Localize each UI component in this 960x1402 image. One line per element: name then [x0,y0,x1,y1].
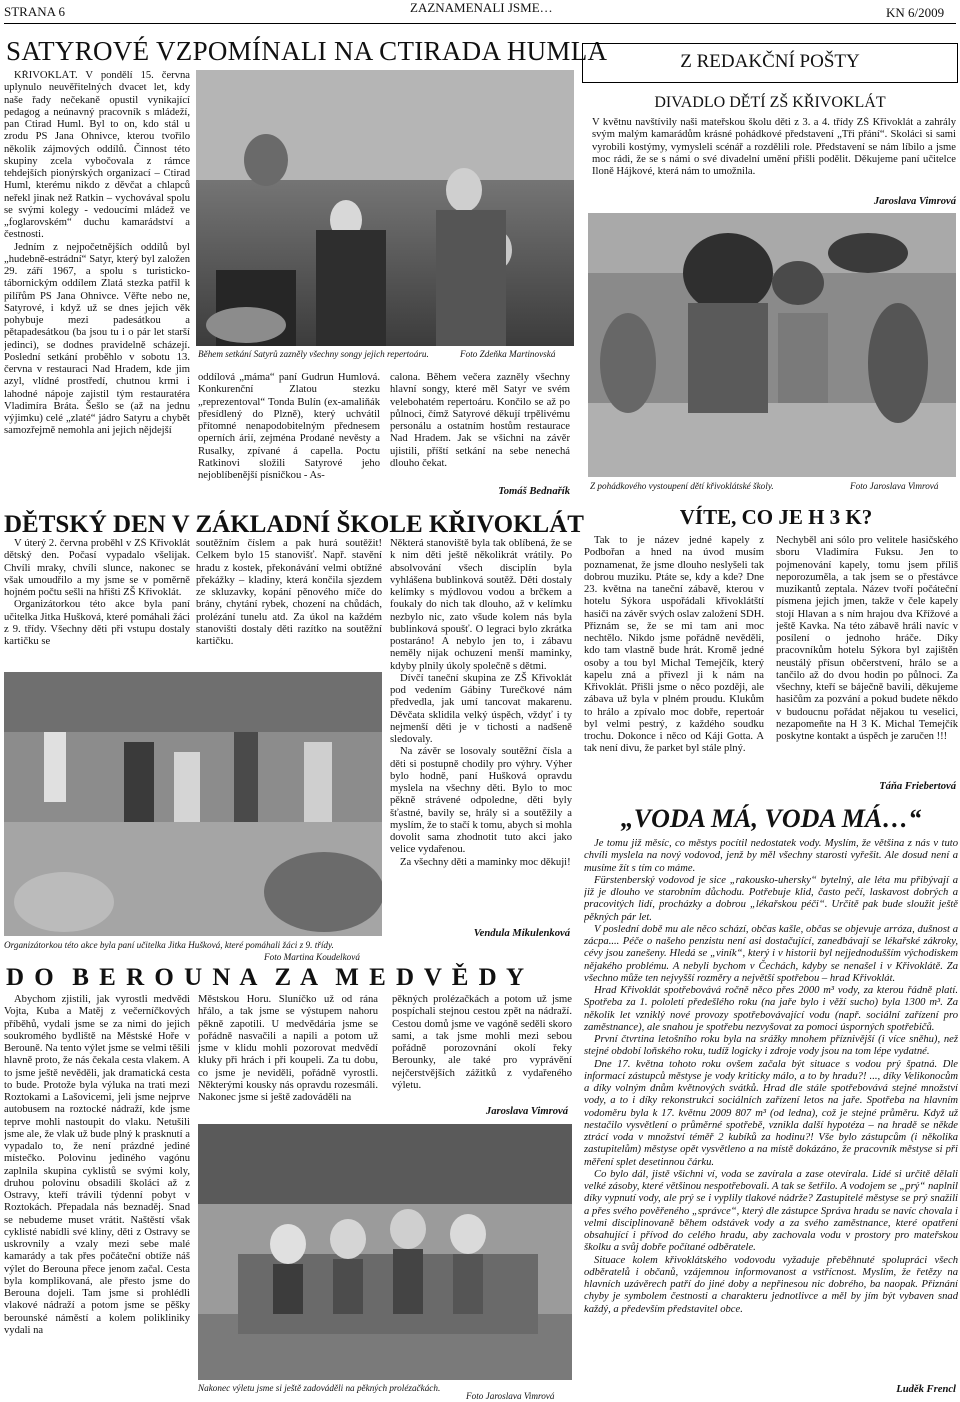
voda-paragraph: Hrad Křivoklát spotřebovává ročně něco přes 2000 m³ vody, za kterou řádně platí. Spotřeba za 1. pololetí předešlého roku (na jaře bylo i věží sucho) byla 1300 m³. Za několik let vzniklý nové provozy spotřebovávající vodu (např. sociální zařízení pro zaměstnance), ale snahou je spotřebu nezvyšovat za pomoci úsporných spotřebičů. [584,985,958,1033]
satyr-photo [196,70,574,346]
satyr-paragraph: Jedním z nejpočetnějších oddílů byl „hudebně-estrádní“ Satyr, který byl založen 29. září 1967, a spolu s turisticko-tábornickým oddílem Zlatá stezka patřil k pilířům PS Jana Ohnivce. Věřte nebo ne, Satyrové, i když už se dnes jejich věk pohybuje mezi padesátkou a pětapadesátkou (ba jsou tu i o pár let starší jedinci), se dodnes pravidelně scházejí. Poslední setkání proběhlo v sobotu 13. června v restauraci Nad Hradem, kde jim azyl, vlídné prostředí, chutnou krmi i lahodné nápoje zajistil tým restauratéra Vladimíra Bráta. Šešlo se (až na jednu výjimku) celé „zlaté“ jádro Satyru a chybět samozřejmě nemohla ani jejich nějdejší [4,241,190,437]
h3k-col2 [776,535,958,781]
satyr-photo-credit: Foto Zdeňka Martinovská [460,349,556,359]
voda-text [584,838,958,1386]
satyr-paragraph: calona. Během večera zazněly všechny hlavní songy, které měl Satyr ve svém velebohatém repertoáru. Končilo se až po půlnoci, čímž Satyrové děkují trpělivému personálu a ostatním hostům restaurace Nad Hradem. Jak se všichni na závěr ujistili, příští setkání na sebe nenechá dlouho čekat. [390,372,570,469]
voda-paragraph: Je tomu již měsíc, co městys pocítil nedostatek vody. Myslím, že většina z nás v tuto chvíli myslela na nový vodovod, jenž by měl všechny starosti vyřešit. Ale dosud není a musíme žít s tím co máme. [584,838,958,874]
voda-paragraph: V poslední době mu ale něco schází, občas kašle, občas se objevuje arróza, dušnost a zácpa.... Péče o našeho penzistu není asi dostačující, zanedbávají se lékařské zákroky, cévy jsou zanešeny. Hledá se „viník“, který i v historii byl nejjednodušším východiskem nějakého problému. A nebyli bychom v Čechách, kdyby se nenašel i v Křivoklátě. Za všechno může ten nejvyšší rozměry a největší spotřebou – hrad Křivoklát. [584,923,958,984]
beroun-col2 [198,994,378,1120]
beroun-photo-caption: Nakonec výletu jsme si ještě zadováděli na pěkných prolézačkách. [198,1383,441,1393]
voda-paragraph: Co bylo dál, jistě všichni ví, voda se zavírala a zase otevírala. Lidé si určitě dělali velké zásoby, které většinou nespotřebovali. A tak se šetřilo. A vodojem se „prý“ naplnil díky vypnutí vody, ale prý se i vyplily tlakové nádrže? Zastupitelé městyse se prý snažili a přes svého pověřeného „správce“, který dle zástupce Správa hradu se navíc chovala i velmi disciplinovaně během odstávek vody a za svého zaměstnance, které opatření obsahující i přívod do celého hradu, aby zachovala vodu v prostory pro mateřskou školku a svůj dobře počítané odběratele. [584,1168,958,1254]
redakce-photo [588,213,956,477]
satyr-col3 [390,372,570,484]
den-col2 [196,538,382,668]
beroun-paragraph: Městskou Horu. Sluníčko už od rána hřálo, a tak jsme se výstupem nahoru pěkně zapotili. U medvědária jsme se pořádně nasvačili a napili a potom už jsme v klidu mohli pozorovat medvědí kluky při hrách i při koupeli. Za tu dobu, co jsme je neviděli, pořádně vyrostli. Některými kousky nás opravdu rozesmáli. Nakonec jsme si ještě zadováděli na [198,994,378,1103]
satyr-paragraph: KŘIVOKLÁT. V pondělí 15. června uplynulo neuvěřitelných dvacet let, kdy naše řady nečekaně opustil vynikající pedagog a neúnavný pracovník s mládeží, pan Ctirad Huml. Byl to on, kdo stál u zrodu PS Jana Ohnivce, kterou tvořilo několik zájmových oddílů. Činnost této skupiny zcela vybočovala z rámce tehdejších pionýrských organizací – Ctirad Huml, kterému nikdo z děvčat a chlapců neřekl jinak než Ratkin – vychovával spolu se svými kolegy - vedoucími mládež ve „foglarovském“ duchu kamarádství a čestnosti. [4,70,190,241]
den-paragraph: soutěžním číslem a pak hurá soutěžit! Celkem bylo 15 stanovišť. Např. stavění hradu z kostek, překonávání velmi obtížné překážky – kladiny, která končila sjezdem ze skluzavky, kopání pěnového míče do brány, chytání rybek, chození na chůdách, prolézání tunelu atd. Za úkol na každém stanovišti dostaly děti razítko na soutěžní kartičku. [196,538,382,647]
den-paragraph: Za všechny děti a maminky moc děkuji! [400,856,571,868]
redakce-subtitle: DIVADLO DĚTÍ ZŠ KŘIVOKLÁT [654,94,886,111]
h3k-title: VÍTE, CO JE H 3 K? [679,505,873,529]
den-col3 [390,538,572,924]
voda-paragraph: Fürstenberský vodovod je sice „rakousko-uhersky“ bytelný, ale léta mu přibývají a již je dlouho ve starobním důchodu. Potřebuje klid, často pečí, laskavost dobrých a pracovitých lidí, procházky a dobrou „lékařskou péči“. Určitě pak bude sloužit ještě pěkných pár let. [584,874,958,923]
den-col1 [4,538,190,668]
den-paragraph: Dívčí taneční skupina ze ZŠ Křivoklát pod vedením Gábiny Turečkové nám předvedla, jak umí tancovat makarenu. Děvčata sklidila velký úspěch, vždyť i ty nejmenší děti je v tichosti a nadšeně sledovaly. [390,672,572,745]
h3k-col1 [584,535,764,793]
redakce-author: Jaroslava Vimrová [873,196,956,207]
den-paragraph: Organizátorkou této akce byla paní učitelka Jitka Hušková, které pomáhali žáci z 9. třídy. Všechny děti při vstupu dostaly kartičku se [4,599,190,647]
redakce-title: Z REDAKČNÍ POŠTY [680,51,860,72]
voda-paragraph: První čtvrtina letošního roku byla na srážky mnohem příznivější (i více sněhu), než stejné období loňského roku, tudíž logicky i zdroje vody jsou na tom lépe vydatné. [584,1034,958,1058]
redakce-photo-caption: Z pohádkového vystoupení dětí křivoklátské školy. [590,481,774,491]
satyr-col1 [4,70,190,498]
beroun-col1 [4,994,190,1394]
redakce-text [592,117,956,189]
voda-paragraph: Situace kolem křivoklátského vodovodu vyžaduje přeběhnuté spolupráci všech odběratelů i občanů, vzájemnou informovanost a vstřícnost. Myslím, že řetězy na hlavních uzávěrech patří do jiné doby a nepřinesou nic dobrého, ba naopak. Přiznání chyby je symbolem čestnosti a charakteru jednotlivce a měl by jím být vybaven snad každý, a především představitel obce. [584,1254,958,1315]
den-author: Vendula Mikulenková [473,928,570,939]
den-paragraph: Některá stanoviště byla tak oblíbená, že se k nim děti ještě několikrát vrátily. Po absolvování všech disciplín byla vyhlášena bublinková soutěž. Děti dostaly kelímky s mýdlovou vodou a brčkem a foukaly do nich tak dlouho, až v kelímku nezbylo nic, zato všude kolem nás byla bublinková spoušť. O legraci bylo zkrátka postaráno! A nebylo jen to, i zábavu neměly nijak ochuzeni menší maminky, kdyby plnily úkoly společně s dětmi. [390,538,572,672]
section-label: ZAZNAMENALI JSME… [410,0,553,15]
satyr-paragraph: oddílová „máma“ paní Gudrun Humlová. Konkurenční Zlatou stezku „reprezentoval“ Tonda Bulín (ex-amaliňák přesídlený do Plzně), který uchvátil přítomné nenapodobitelným přednesem operních árií, zejména Prodané nevěsty a Rusalky, zpívané á capella. Poctu Ratkinovi složili Satyrové jeho nejoblíbenější písničkou - As- [198,372,380,481]
issue-label: KN 6/2009 [886,5,945,20]
voda-author: Luděk Frencl [896,1384,956,1395]
redakce-photo-credit: Foto Jaroslava Vimrová [850,481,939,491]
redakce-paragraph: V květnu navštívily naši mateřskou školu děti z 3. a 4. třídy ZŠ Křivoklát a zahrály svým malým kamarádům krásné pohádkové představení „Tři přání“. Skoláci si sami vyrobili kostýmy, vymysleli scénář a rozdělili role. Představení se nám líbilo a jsme moc rádi, že se s námi o své divadelní umění přišli podělit. Děkujeme paní učitelce Iloně Hájkové, která nám to umožnila. [592,117,956,177]
page-number: STRANA 6 [4,4,66,19]
den-paragraph: V úterý 2. června proběhl v ZŠ Křivoklát dětský den. Počasí vypadalo všelijak. Chvíli mraky, chvíli slunce, nakonec se však umoudřilo a my jsme se v poměrně hojném počtu sešli na hřišti ZŠ Křivoklát. [4,538,190,598]
den-photo-caption: Organizátorkou této akce byla paní učitelka Jitka Hušková, které pomáhali žáci z 9. třídy. [4,940,334,950]
den-photo [4,672,382,936]
h3k-paragraph: Tak to je název jedné kapely z Podbořan a hned na úvod musím poznamenat, že jsme dlouho neslyšeli tak dobrou muziku. Ptáte se, kdy a kde? Dne 23. května na taneční zábavě, kterou v hotelu Sýkora uspořádali křivoklátští hasiči na závěr svých oslav založení SDH. Přiznám se, že se mi tam ani moc nechtělo. Nikdo jsme pořádně nevěděli, kdo tam vlastně bude hrát. Kromě jedné osoby a tou byl Michal Temejčík, který kapelu zná a přivezl ji k nám na Křivoklát. Přišli jsme o něco později, ale zábava už byla v plném proudu. Klukům to hrálo a zpívalo moc dobře, repertoár byl velmi pestrý, z každého soudku trochu. Dokonce i něco od Káji Gotta. A tak není divu, že parket byl stále plný. [584,535,764,755]
voda-title: „VODA MÁ, VODA MÁ…“ [620,804,922,833]
beroun-col3 [392,994,572,1094]
den-paragraph: Na závěr se losovaly soutěžní čísla a děti si postupně chodily pro výhry. Výher bylo hodně, paní Hušková opravdu myslela na všechny děti. Bylo to moc pěkně strávené odpoledne, děti byly šťastné, bavily se, hrály si a soutěžily a myslím, že to stačí k tomu, abych si mohla dovolit sama zhodnotit tuto akci jako velice vydařenou. [390,746,572,856]
beroun-photo-credit: Foto Jaroslava Vimrová [466,1391,555,1401]
den-photo-credit: Foto Martina Koudelková [264,952,360,962]
h3k-paragraph: Nechyběl ani sólo pro velitele hasičského sboru Vladimíra Fuksu. Jen to pojmenování kapely, tomu jsem příliš neporozuměla, a tak jsem se o přestávce muzikantů zeptala. Název tvoří počáteční písmena jejich jmen, takže v čele kapely stojí Hlavan a s ním hrajou dva Křížové a ještě Kavka. Na této zábavě hráli navíc v posílení o jednoho hráče. Díky pracovníkům hotelu Sýkora byl zajištěn neustálý přísun občerstvení, hrálo se a tančilo až do dvou hodin po půlnoci. Za všechny, kteří se báječně bavili, děkujeme hasičům za pozvání a pokud budete někdo v budoucnu pořádat nějakou tu veselici, nezapomeňte na H 3 K. Michal Temejčík poskytne kontakt a úspěch je zaručen !!! [776,535,958,742]
beroun-photo [198,1124,572,1380]
beroun-title: D O B E R O U N A Z A M E D V Ě D Y [6,964,527,991]
header-rule [4,23,956,24]
beroun-paragraph: pěkných prolézačkách a potom už jsme pospíchali stejnou cestou zpět na nádraží. Cestou domů jsme ve vagóně seděli skoro sami, a tak jsme mohli mezi sebou pořádně porozovnání okolí řeky Berounky, ale také pro vyprávění nejčerstvějších zážitků z vydařeného výletu. [392,994,572,1091]
h3k-author: Táňa Friebertová [879,781,956,792]
satyr-photo-caption: Během setkání Satyrů zazněly všechny songy jejich repertoáru. [198,349,429,359]
beroun-paragraph: Abychom zjistili, jak vyrostli medvědi Vojta, Kuba a Matěj z večerníčkových příběhů, vydali jsme se za nimi do jejich soukromého bydliště na Městské Hoře v Berouně. Na tento výlet jsme se velmi těšili hlavně proto, že nás čekala cesta vlakem. A to jsme ještě nevěděli, jak dramatická cesta to bude. Protože byla výluka na trati mezi Roztokami a Lašovicemi, jeli jsme nejprve autobusem na roztocké nádraží, kde jsme teprve mohli nastoupit do vlaku. Netušili jsme ale, že vlak už bude plný k prasknutí a vypadalo to, že není prázdné jediné místečko. Polovinu jediného vagónu zaplnila skupina cyklistů se svými koly, druhou polovinu obsadili školáci až z Ostravy, kteří trávili týdenní pobyt v Roztokách. Přepadala nás beznaděj. Snad se nebudeme muset vrátit. Naštěstí však cyklisté nabídli své kliny, děti z Ostravy se uskrovnily a vzaly mezi sebe malé kamarády a tak přes počáteční obtíže náš výlet do Berouna přece jenom začal. Cesta byla komplikovaná, ale přesto jsme do Berouna dojeli. Tam jsme si prohlédli vlakové nádraží a potom jsme se pěšky berounské náměstí a kolem polikliniky vydali na [4,994,190,1336]
beroun-author: Jaroslava Vimrová [485,1106,568,1117]
satyr-title: SATYROVÉ VZPOMÍNALI NA CTIRADA HUMLA [6,36,608,66]
satyr-col2 [198,372,380,498]
voda-paragraph: Dne 17. května tohoto roku ovšem začala být situace s vodou prý špatná. Dle informací zástupců městyse je vody kriticky málo, a to by hradu?! ..., díky Velikonocům a díky volným dnům květnových svátků. Hrad dle stále spotřebovává stejné množství vody, a to i díky rekonstrukci sociálních zařízení letos na jaře. Spotřeba na hlavním vodoměru byla k 17. květnu 2009 807 m³ (od ledna), což je stejné průměru. Když už nestačilo vysvětlení o průměrné spotřebě, vznikla další hypotéza – na hradě se někde ztrácí voda v množství téměř 2 kubíků za hodinu?! Vše bylo zástupcům (i několika zastupitelům) městyse opět vysvětleno a na místě dokázáno, že pracovník městyse si při měření splet desetinnou čárku. [584,1058,958,1168]
den-title: DĚTSKÝ DEN V ZÁKLADNÍ ŠKOLE KŘIVOKLÁT [4,511,584,538]
satyr-author: Tomáš Bednařík [498,486,570,497]
